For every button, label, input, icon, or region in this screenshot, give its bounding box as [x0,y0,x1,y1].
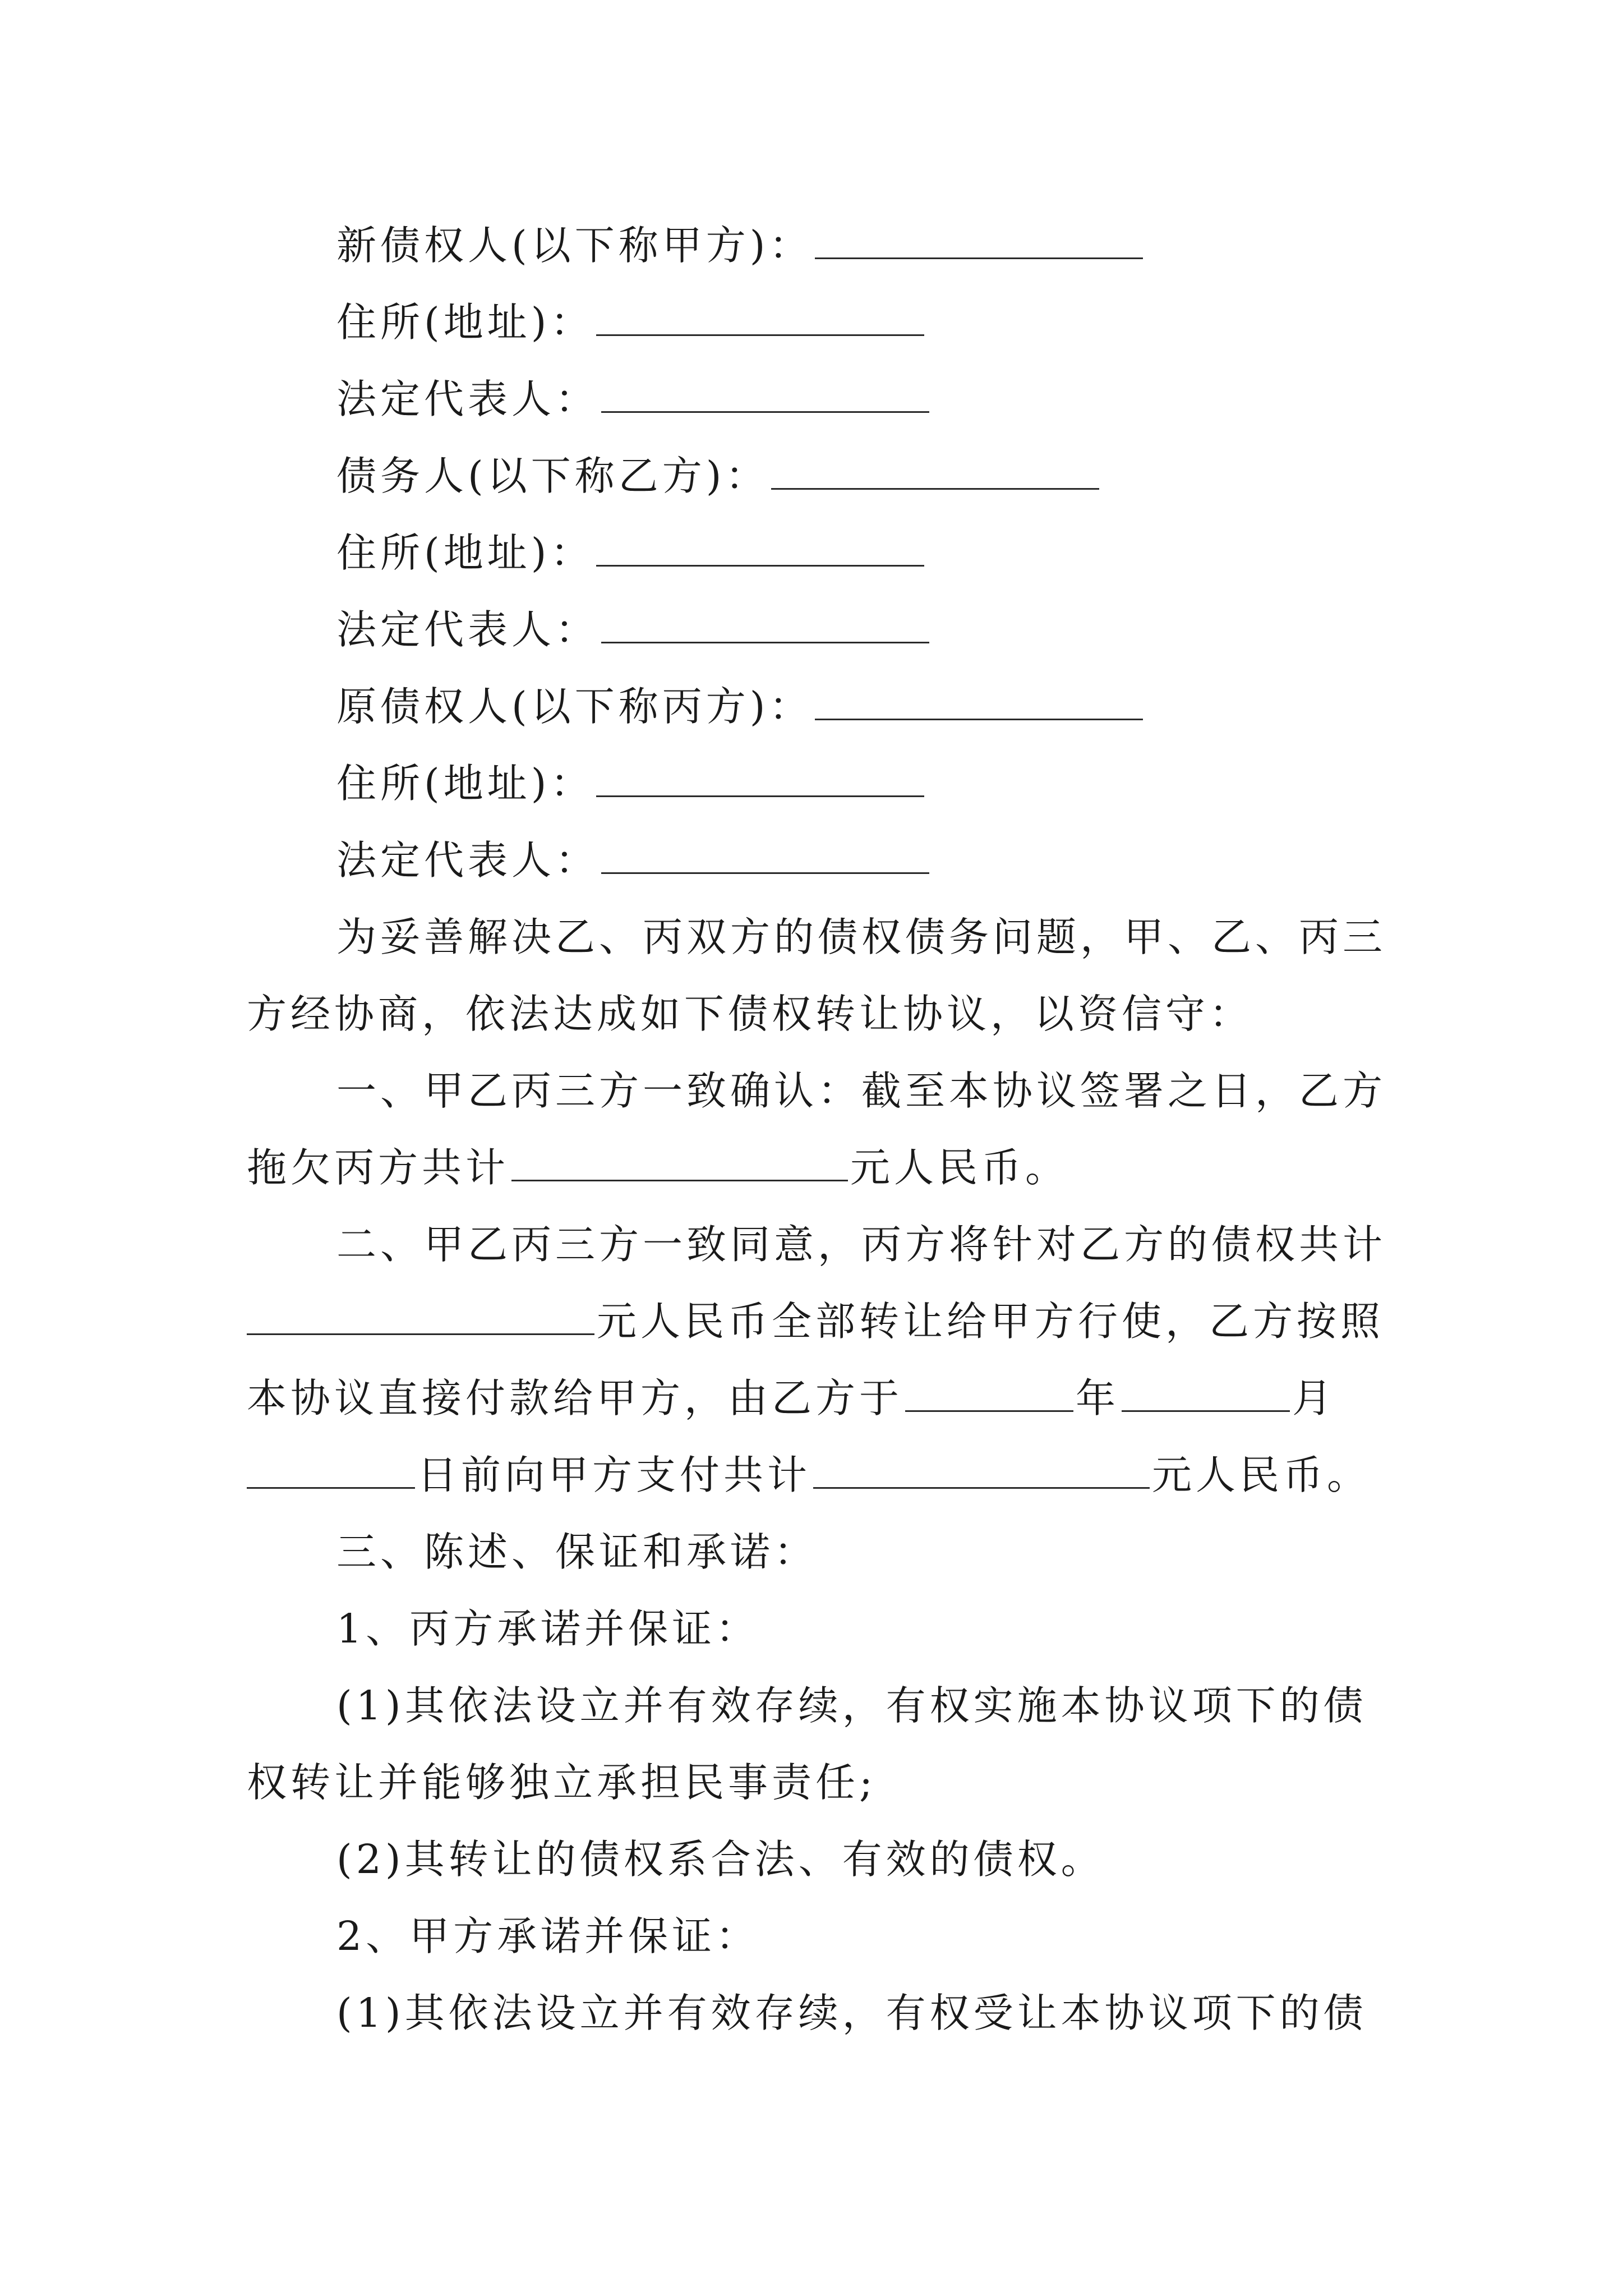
clause3-heading: 三、陈述、保证和承诺： [336,1529,818,1575]
clause3-sub1-heading: 1、丙方承诺并保证： [336,1605,760,1652]
original-creditor-address-line [336,757,926,811]
original-creditor-address-label: 住所(地址)： [336,760,594,807]
debtor-rep-blank[interactable] [601,608,929,643]
clause2-line3-prefix: 本协议直接付款给甲方，由乙方于 [247,1375,903,1421]
clause2-month-blank[interactable] [1122,1377,1290,1412]
clause2-line-4 [247,1448,1371,1502]
new-creditor-line [336,219,1145,273]
new-creditor-rep-blank[interactable] [601,378,929,413]
clause1-amount-blank[interactable] [511,1146,848,1181]
original-creditor-address-blank[interactable] [596,762,924,797]
clause2-month-label: 月 [1292,1375,1336,1421]
new-creditor-rep-line [336,372,932,426]
original-creditor-label: 原债权人(以下称丙方)： [336,683,813,730]
clause1-suffix: 元人民币。 [850,1144,1069,1191]
preamble-line-2: 方经协商，依法达成如下债权转让协议，以资信守： [247,991,1253,1037]
new-creditor-address-label: 住所(地址)： [336,299,594,346]
debtor-line [336,449,1101,503]
original-creditor-line [336,680,1145,734]
clause2-year-label: 年 [1076,1375,1120,1421]
clause2-line-2 [247,1295,1384,1349]
clause2-line-3 [247,1372,1336,1425]
clause1-line-1: 一、甲乙丙三方一致确认：截至本协议签署之日，乙方 [336,1068,1387,1114]
new-creditor-blank[interactable] [815,224,1143,259]
original-creditor-rep-line [336,834,932,887]
clause3-sub2-heading: 2、甲方承诺并保证： [336,1913,760,1959]
debtor-label: 债务人(以下称乙方)： [336,453,769,499]
clause1-prefix: 拖欠丙方共计 [247,1144,510,1191]
clause2-total-blank[interactable] [813,1453,1150,1489]
preamble-line-1: 为妥善解决乙、丙双方的债权债务问题，甲、乙、丙三 [336,914,1387,960]
clause2-day-blank[interactable] [247,1453,415,1489]
clause2-line-1: 二、甲乙丙三方一致同意，丙方将针对乙方的债权共计 [336,1221,1387,1268]
new-creditor-address-blank[interactable] [596,301,924,336]
clause2-line2-suffix: 元人民币全部转让给甲方行使，乙方按照 [597,1298,1385,1345]
clause3-sub2-item1-line1: (1)其依法设立并有效存续，有权受让本协议项下的债 [336,1990,1367,2036]
clause3-sub1-item1-line2: 权转让并能够独立承担民事责任; [247,1759,877,1806]
clause1-line-2 [247,1141,1069,1195]
clause2-year-blank[interactable] [905,1377,1073,1412]
debtor-blank[interactable] [771,454,1099,490]
clause3-sub1-item1-line1: (1)其依法设立并有效存续，有权实施本协议项下的债 [336,1682,1367,1729]
new-creditor-address-line [336,296,926,349]
debtor-address-line [336,526,926,580]
debtor-rep-label: 法定代表人： [336,606,600,653]
clause2-line4-suffix: 元人民币。 [1152,1452,1371,1498]
clause3-sub1-item2: (2)其转让的债权系合法、有效的债权。 [336,1836,1105,1883]
debtor-address-blank[interactable] [596,531,924,567]
debtor-address-label: 住所(地址)： [336,530,594,576]
new-creditor-label: 新债权人(以下称甲方)： [336,222,813,269]
debtor-rep-line [336,603,932,657]
new-creditor-rep-label: 法定代表人： [336,376,600,422]
original-creditor-rep-blank[interactable] [601,839,929,874]
clause2-day-label: 日前向甲方支付共计 [417,1452,811,1498]
original-creditor-blank[interactable] [815,685,1143,720]
clause2-amount-blank[interactable] [247,1300,594,1335]
original-creditor-rep-label: 法定代表人： [336,837,600,884]
